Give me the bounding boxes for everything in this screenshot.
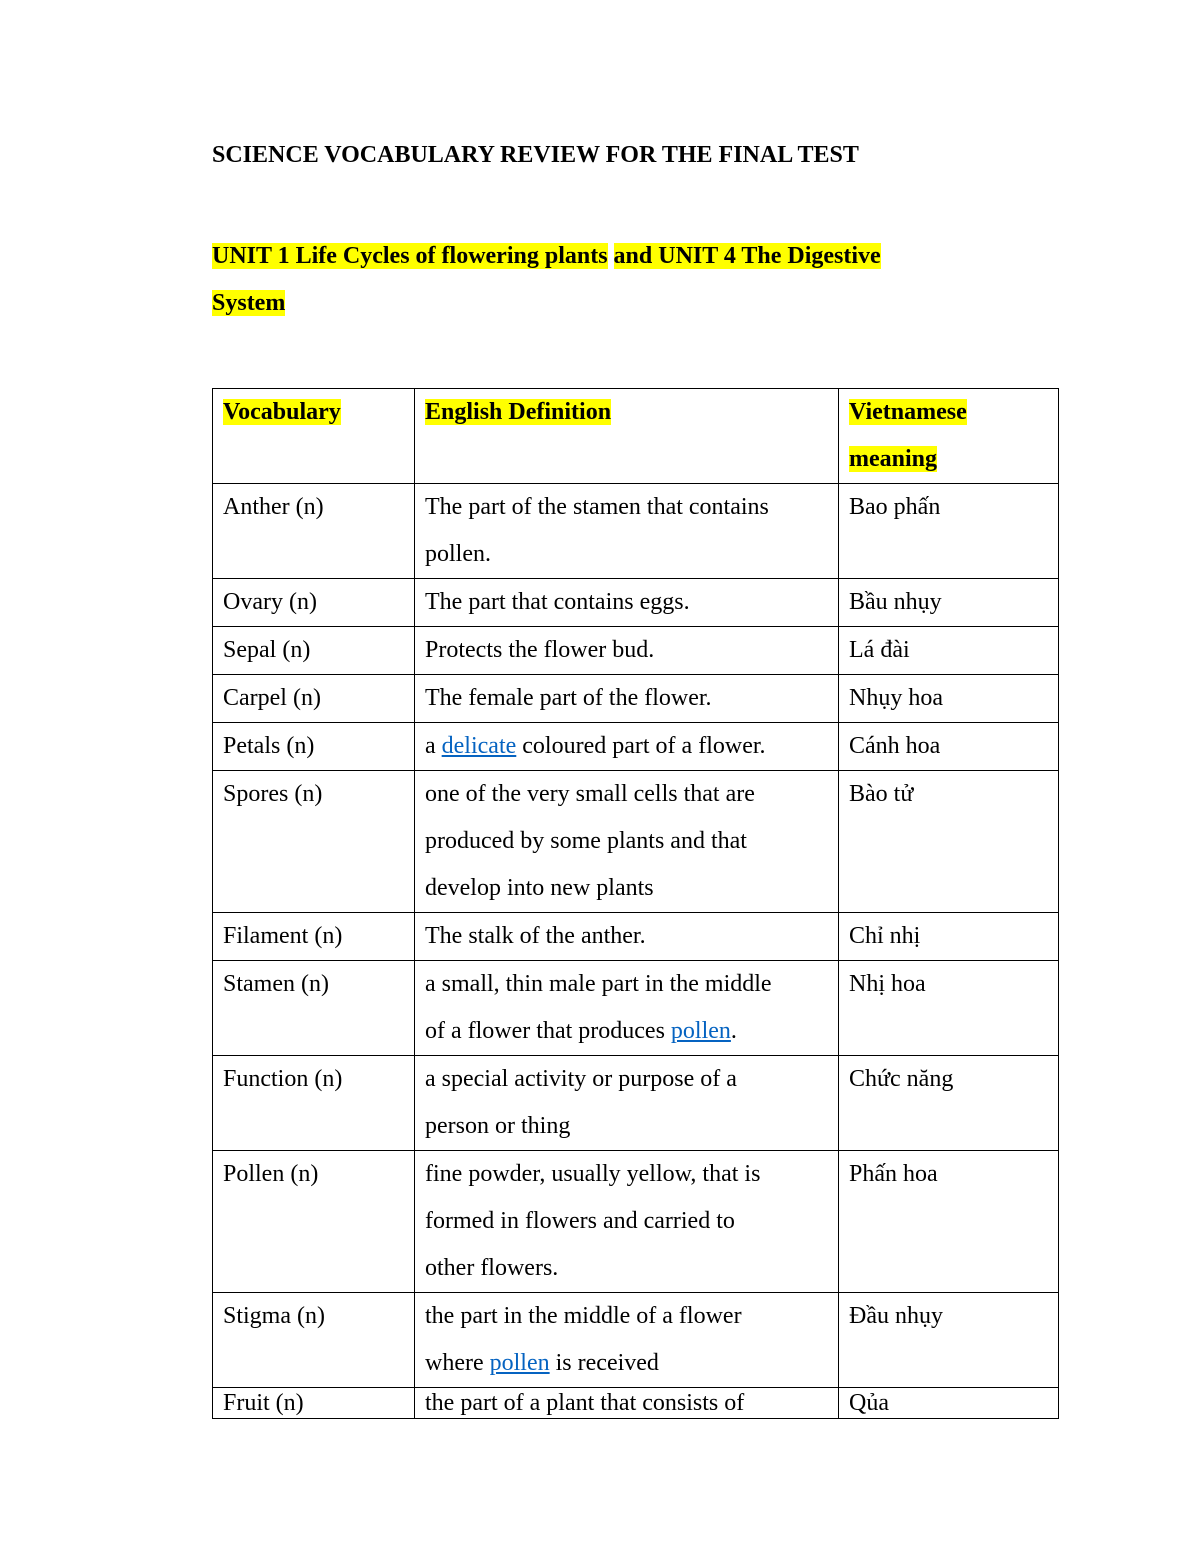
definition-cell: one of the very small cells that are produced by some plants and that develop into new plants: [415, 771, 839, 913]
vocabulary-table: [212, 388, 1059, 1419]
vietnamese-cell: Bao phấn: [839, 484, 1059, 579]
definition-cell: a small, thin male part in the middle of a flower that produces pollen.: [415, 961, 839, 1056]
vietnamese-cell: Đầu nhụy: [839, 1293, 1059, 1388]
definition-cell: The part of the stamen that contains pollen.: [415, 484, 839, 579]
pollen-link[interactable]: pollen: [489, 1350, 550, 1376]
vietnamese-cell: Chức năng: [839, 1056, 1059, 1151]
term-cell: Fruit (n): [213, 1388, 415, 1419]
unit-4-heading-cont: System: [212, 290, 286, 316]
header-vietnamese-meaning: Vietnamese meaning: [839, 389, 1059, 484]
definition-cell: a delicate coloured part of a flower.: [415, 723, 839, 771]
table-row: [213, 913, 1059, 961]
unit-heading: [212, 233, 1012, 327]
definition-cell: the part in the middle of a flower where pollen is received: [415, 1293, 839, 1388]
vietnamese-cell: Phấn hoa: [839, 1151, 1059, 1293]
term-cell: Pollen (n): [213, 1151, 415, 1293]
vietnamese-cell: Qủa: [839, 1388, 1059, 1419]
term-cell: Spores (n): [213, 771, 415, 913]
delicate-link[interactable]: delicate: [441, 733, 517, 759]
definition-cell: fine powder, usually yellow, that is formed in flowers and carried to other flowers.: [415, 1151, 839, 1293]
vietnamese-cell: Bào tử: [839, 771, 1059, 913]
header-english-definition: English Definition: [415, 389, 839, 484]
table-row: [213, 579, 1059, 627]
term-cell: Petals (n): [213, 723, 415, 771]
table-row: [213, 1056, 1059, 1151]
vietnamese-cell: Chỉ nhị: [839, 913, 1059, 961]
term-cell: Anther (n): [213, 484, 415, 579]
table-header-row: [213, 389, 1059, 484]
term-cell: Stigma (n): [213, 1293, 415, 1388]
definition-cell: a special activity or purpose of a person or thing: [415, 1056, 839, 1151]
table-row: [213, 1293, 1059, 1388]
vietnamese-cell: Cánh hoa: [839, 723, 1059, 771]
table-row: [213, 961, 1059, 1056]
definition-cell: The part that contains eggs.: [415, 579, 839, 627]
unit-4-heading: and UNIT 4 The Digestive: [613, 243, 881, 269]
term-cell: Function (n): [213, 1056, 415, 1151]
definition-cell: the part of a plant that consists of: [415, 1388, 839, 1419]
unit-1-heading: UNIT 1 Life Cycles of flowering plants: [212, 243, 608, 269]
pollen-link[interactable]: pollen: [670, 1018, 731, 1044]
header-vocabulary: Vocabulary: [213, 389, 415, 484]
table-row: [213, 771, 1059, 913]
term-cell: Carpel (n): [213, 675, 415, 723]
vietnamese-cell: Nhị hoa: [839, 961, 1059, 1056]
table-row: [213, 723, 1059, 771]
table-row: [213, 675, 1059, 723]
table-row: [213, 484, 1059, 579]
term-cell: Filament (n): [213, 913, 415, 961]
vietnamese-cell: Nhụy hoa: [839, 675, 1059, 723]
document-title: SCIENCE VOCABULARY REVIEW FOR THE FINAL TEST: [212, 142, 859, 168]
definition-cell: The female part of the flower.: [415, 675, 839, 723]
table-row: [213, 1388, 1059, 1419]
term-cell: Stamen (n): [213, 961, 415, 1056]
definition-cell: Protects the flower bud.: [415, 627, 839, 675]
definition-cell: The stalk of the anther.: [415, 913, 839, 961]
vietnamese-cell: Lá đài: [839, 627, 1059, 675]
table-row: [213, 1151, 1059, 1293]
term-cell: Sepal (n): [213, 627, 415, 675]
term-cell: Ovary (n): [213, 579, 415, 627]
vietnamese-cell: Bầu nhụy: [839, 579, 1059, 627]
table-row: [213, 627, 1059, 675]
